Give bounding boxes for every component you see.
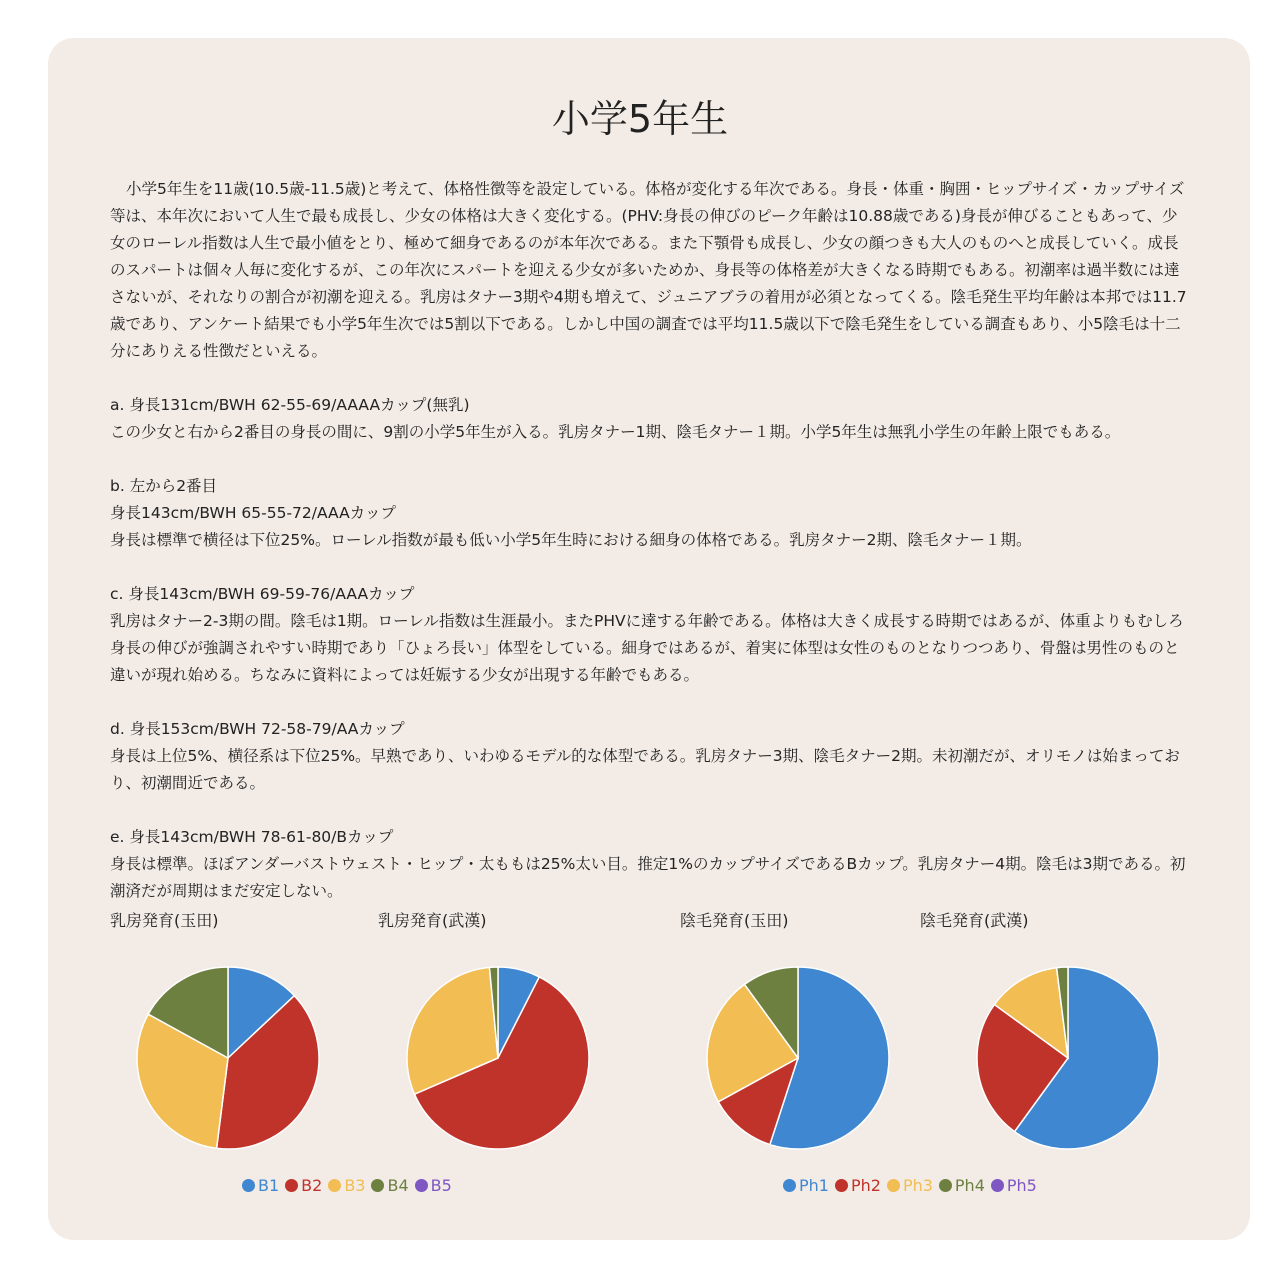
- legend-label: B4: [387, 1176, 409, 1195]
- pie-chart-pubic-wuhan: [975, 965, 1161, 1151]
- legend-item-ph1: [783, 1176, 829, 1195]
- legend-swatch: [835, 1179, 848, 1192]
- profile-section: [110, 581, 1190, 689]
- legend-label: Ph4: [954, 1176, 985, 1195]
- profile-section: [110, 473, 1190, 554]
- section-heading: b. 左から2番目: [110, 477, 218, 495]
- legend-breast: [242, 1176, 458, 1195]
- section-text: 乳房はタナー2-3期の間。陰毛は1期。ローレル指数は生涯最小。またPHVに達する年齢である。体格は大きく成長する時期ではあるが、体重よりもむしろ身長の伸びが強調されやすい時期であり「ひょろ長い」体型をしている。細身ではあるが、着実に体型は女性のものとなりつつあり、骨盤は男性のものと違いが現れ始める。ちなみに資料によっては妊娠する少女が出現する年齢でもある。: [110, 612, 1184, 684]
- legend-item-b1: [242, 1176, 279, 1195]
- section-text: 身長は標準。ほぼアンダーバストウェスト・ヒップ・太ももは25%太い目。推定1%のカップサイズであるBカップ。乳房タナー4期。陰毛は3期である。初潮済だが周期はまだ安定しない。: [110, 855, 1186, 900]
- profile-sections: [110, 392, 1190, 905]
- legend-item-ph4: [939, 1176, 985, 1195]
- section-text: 身長は上位5%、横径系は下位25%。早熟であり、いわゆるモデル的な体型である。乳房タナー3期、陰毛タナー2期。未初潮だが、オリモノは始まっており、初潮間近である。: [110, 747, 1180, 792]
- legend-item-b4: [371, 1176, 408, 1195]
- legend-swatch: [242, 1179, 255, 1192]
- legend-label: Ph2: [850, 1176, 881, 1195]
- legend-swatch: [415, 1179, 428, 1192]
- intro-paragraph: 小学5年生を11歳(10.5歳-11.5歳)と考えて、体格性徴等を設定している。体格が変化する年次である。身長・体重・胸囲・ヒップサイズ・カップサイズ等は、本年次において人生で最も成長し、少女の体格は大きく変化する。(PHV:身長の伸びのピーク年齢は10.88歳である)身長が伸びることもあって、少女のローレル指数は人生で最小値をとり、極めて細身であるのが本年次である。また下顎骨も成長し、少女の顔つきも大人のものへと成長していく。成長のスパートは個々人毎に変化するが、この年次にスパートを迎える少女が多いためか、身長等の体格差が大きくなる時期でもある。初潮率は過半数には達さないが、それなりの割合が初潮を迎える。乳房はタナー3期や4期も増えて、ジュニアブラの着用が必須となってくる。陰毛発生平均年齢は本邦では11.7歳であり、アンケート結果でも小学5年生次では5割以下である。しかし中国の調査では平均11.5歳以下で陰毛発生をしている調査もあり、小5陰毛は十二分にありえる性徴だといえる。: [110, 180, 1187, 360]
- profile-section: [110, 392, 1190, 446]
- chart-title-pubic-tamada: 陰毛発育(玉田): [680, 911, 789, 930]
- pie-chart-pubic-tamada: [705, 965, 891, 1151]
- legend-label: B3: [344, 1176, 366, 1195]
- pie-chart-breast-tamada: [135, 965, 321, 1151]
- legend-label: Ph5: [1006, 1176, 1037, 1195]
- legend-swatch: [285, 1179, 298, 1192]
- legend-item-b5: [415, 1176, 452, 1195]
- legend-label: Ph1: [799, 1176, 829, 1195]
- section-heading: d. 身長153cm/BWH 72-58-79/AAカップ: [110, 720, 405, 738]
- legend-swatch: [887, 1179, 900, 1192]
- article-body: [110, 176, 1190, 932]
- legend-item-ph2: [835, 1176, 881, 1195]
- legend-swatch: [939, 1179, 952, 1192]
- chart-title-breast-wuhan: 乳房発育(武漢): [378, 911, 487, 930]
- section-heading: a. 身長131cm/BWH 62-55-69/AAAAカップ(無乳): [110, 396, 470, 414]
- section-text: この少女と右から2番目の身長の間に、9割の小学5年生が入る。乳房タナー1期、陰毛タナー１期。小学5年生は無乳小学生の年齢上限でもある。: [110, 423, 1121, 441]
- section-heading: e. 身長143cm/BWH 78-61-80/Bカップ: [110, 828, 394, 846]
- legend-item-ph3: [887, 1176, 933, 1195]
- section-heading: c. 身長143cm/BWH 69-59-76/AAAカップ: [110, 585, 415, 603]
- legend-label: Ph3: [902, 1176, 933, 1195]
- legend-swatch: [783, 1179, 796, 1192]
- legend-label: B1: [258, 1176, 280, 1195]
- profile-section: [110, 824, 1190, 905]
- section-text: 身長143cm/BWH 65-55-72/AAAカップ: [110, 504, 397, 522]
- legend-item-b2: [285, 1176, 322, 1195]
- legend-label: B5: [430, 1176, 452, 1195]
- chart-title-breast-tamada: 乳房発育(玉田): [110, 911, 219, 930]
- legend-swatch: [991, 1179, 1004, 1192]
- legend-swatch: [328, 1179, 341, 1192]
- profile-section: [110, 716, 1190, 797]
- legend-item-ph5: [991, 1176, 1037, 1195]
- legend-item-b3: [328, 1176, 365, 1195]
- legend-pubic: [783, 1176, 1043, 1195]
- section-text: 身長は標準で横径は下位25%。ローレル指数が最も低い小学5年生時における細身の体格である。乳房タナー2期、陰毛タナー１期。: [110, 531, 1032, 549]
- pie-chart-breast-wuhan: [405, 965, 591, 1151]
- chart-title-pubic-wuhan: 陰毛発育(武漢): [920, 911, 1029, 930]
- page-title: 小学5年生: [551, 97, 729, 141]
- legend-swatch: [371, 1179, 384, 1192]
- legend-label: B2: [301, 1176, 323, 1195]
